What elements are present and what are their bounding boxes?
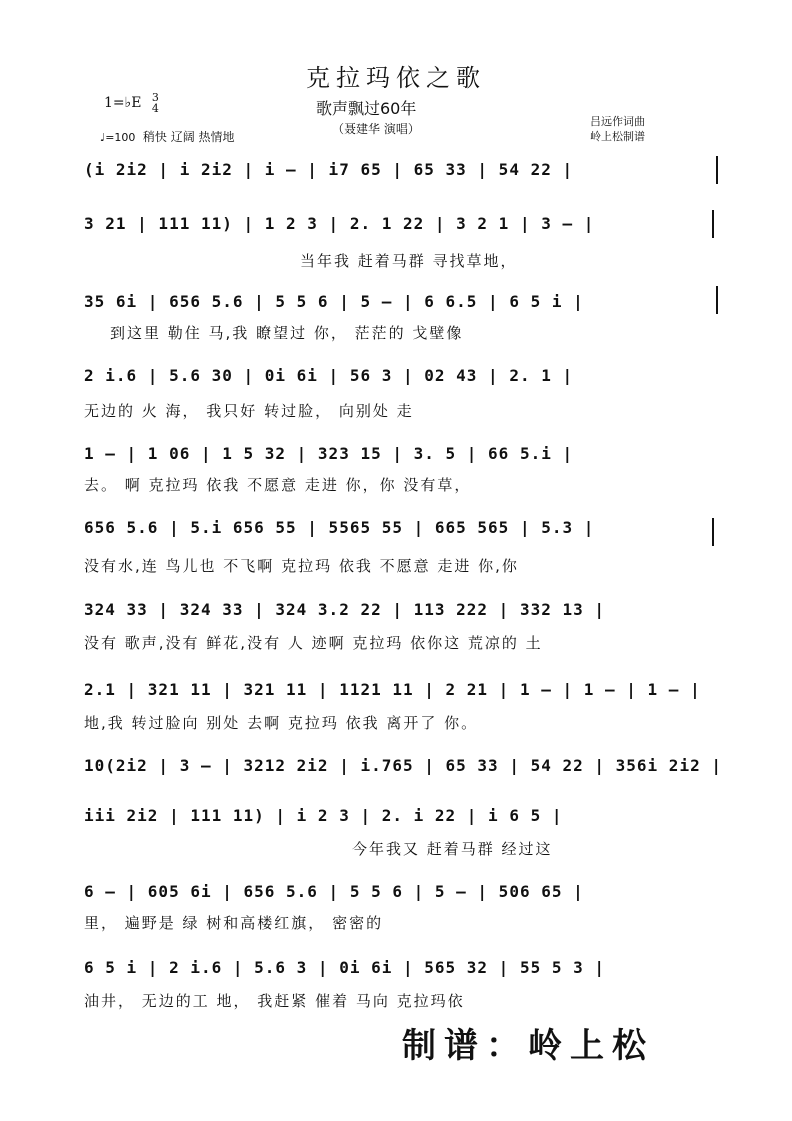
tempo-mark: ♩=100: [100, 131, 136, 144]
lyrics-line-8: 地,我 转过脸向 别处 去啊 克拉玛 依我 离开了 你。: [84, 714, 479, 732]
lyrics-line-5: 去。 啊 克拉玛 依我 不愿意 走进 你，你 没有草，: [84, 476, 472, 494]
composer-credit: 吕远作词曲: [590, 115, 645, 128]
notation-line-2: 3 21 | 111 11) | 1 2 3 | 2. 1 22 | 3 2 1 | 3 – |: [84, 214, 595, 233]
lyrics-line-12: 油井， 无边的工 地， 我赶紧 催着 马向 克拉玛依: [84, 992, 465, 1010]
notation-line-6: 656 5.6 | 5.i 656 55 | 5565 55 | 665 565 | 5.3 |: [84, 518, 595, 537]
notation-line-8: 2.1 | 321 11 | 321 11 | 1121 11 | 2 21 | 1 – | 1 – | 1 – |: [84, 680, 701, 699]
subtitle: 歌声飘过60年: [316, 99, 417, 118]
notation-line-4: 2 i.6 | 5.6 30 | 0i 6i | 56 3 | 02 43 | 2. 1 |: [84, 366, 574, 385]
barline: [716, 156, 718, 184]
credits: [590, 114, 645, 144]
notation-line-3: 35 6i | 656 5.6 | 5 5 6 | 5 – | 6 6.5 | 6 5 i |: [84, 292, 584, 311]
time-signature: [152, 92, 159, 114]
song-title: 克拉玛依之歌: [306, 64, 486, 92]
lyrics-line-2: 当年我 赶着马群 寻找草地，: [300, 252, 518, 270]
lyrics-line-7: 没有 歌声,没有 鲜花,没有 人 迹啊 克拉玛 依你这 荒凉的 土: [84, 634, 543, 652]
singer-credit: （聂建华 演唱）: [332, 122, 420, 136]
barline: [716, 286, 718, 314]
notation-line-12: 6 5 i | 2 i.6 | 5.6 3 | 0i 6i | 565 32 | 55 5 3 |: [84, 958, 606, 977]
notation-line-9: 10(2i2 | 3 – | 3212 2i2 | i.765 | 65 33 | 54 22 | 356i 2i2 |: [84, 756, 722, 775]
barline: [712, 210, 714, 238]
key-signature: [104, 92, 159, 114]
tempo-line: [100, 128, 235, 145]
lyrics-line-4: 无边的 火 海， 我只好 转过脸， 向别处 走: [84, 402, 414, 420]
lyrics-line-10: 今年我又 赶着马群 经过这: [352, 840, 553, 858]
barline: [712, 518, 714, 546]
lyrics-line-6: 没有水,连 鸟儿也 不飞啊 克拉玛 依我 不愿意 走进 你,你: [84, 557, 519, 575]
meter-bottom: 4: [151, 102, 159, 115]
lyrics-line-11: 里， 遍野是 绿 树和高楼红旗， 密密的: [84, 914, 384, 932]
lyrics-line-3: 到这里 勒住 马,我 瞭望过 你， 茫茫的 戈壁像: [110, 324, 464, 342]
notation-line-1: (i 2i2 | i 2i2 | i – | i7 65 | 65 33 | 54 22 |: [84, 160, 574, 179]
arranger-credit: 岭上松制谱: [590, 130, 645, 143]
expression-mark: 稍快 辽阔 热情地: [142, 130, 235, 144]
notation-line-7: 324 33 | 324 33 | 324 3.2 22 | 113 222 | 332 13 |: [84, 600, 606, 619]
notation-line-11: 6 – | 605 6i | 656 5.6 | 5 5 6 | 5 – | 506 65 |: [84, 882, 584, 901]
arranger-signature: 制谱：岭上松: [402, 1026, 654, 1066]
notation-line-10: iii 2i2 | 111 11) | i 2 3 | 2. i 22 | i 6 5 |: [84, 806, 563, 825]
notation-line-5: 1 – | 1 06 | 1 5 32 | 323 15 | 3. 5 | 66 5.i |: [84, 444, 574, 463]
meter-top: 3: [151, 91, 159, 104]
key-label: 1=♭E: [104, 95, 142, 111]
